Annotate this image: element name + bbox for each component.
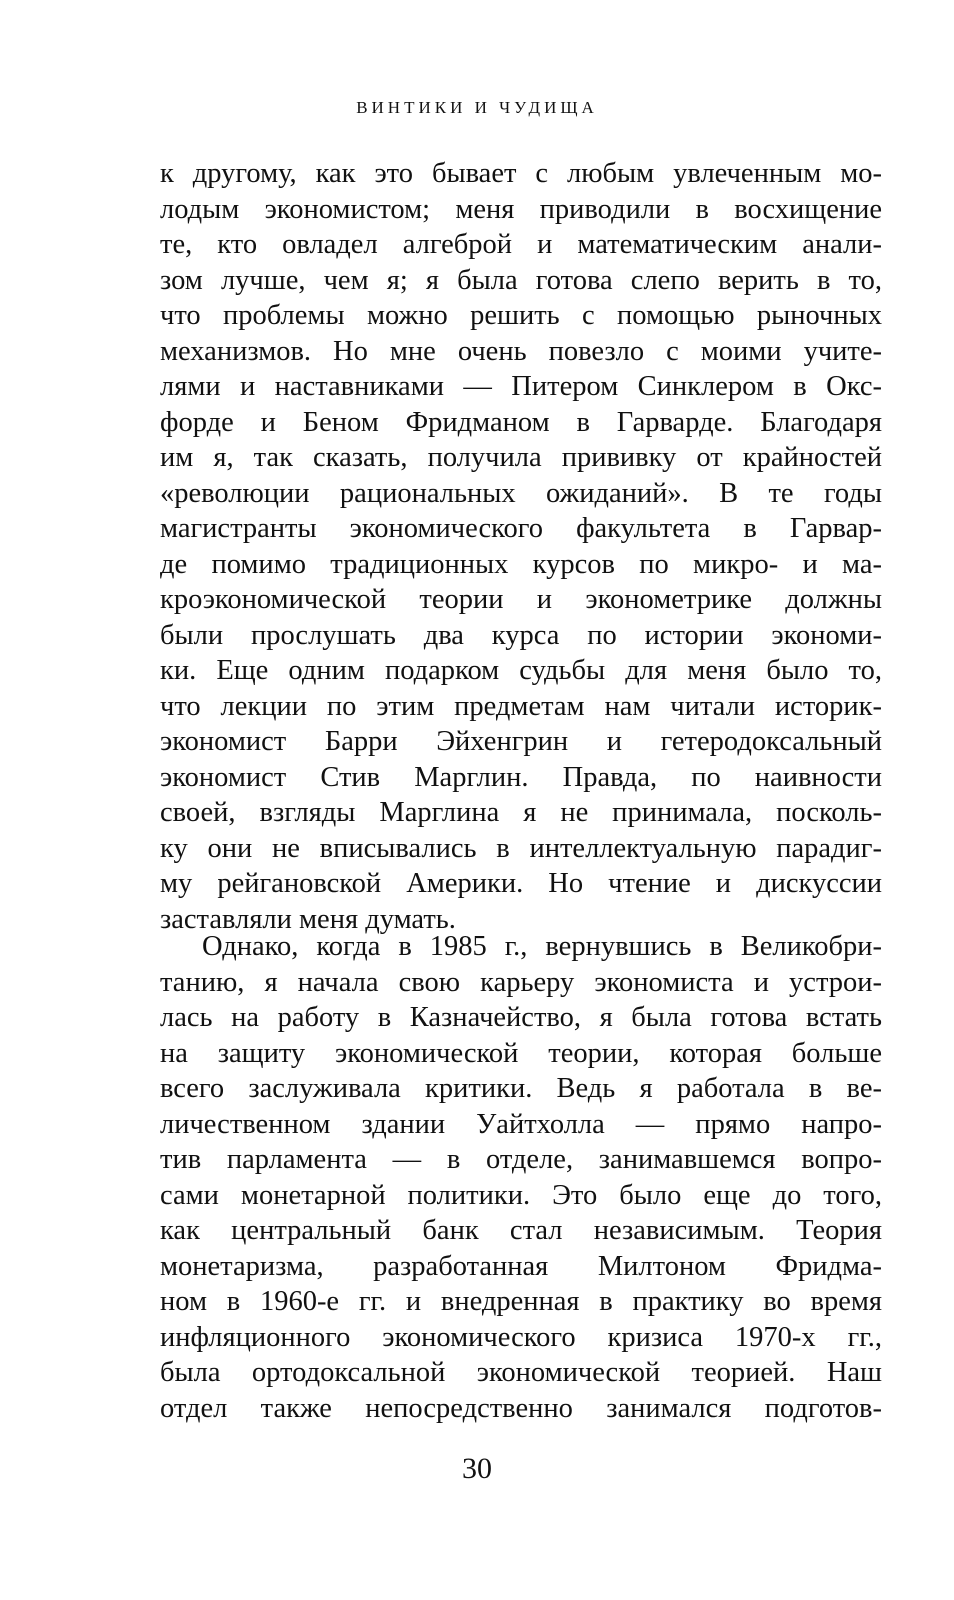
text-line: личественном здании Уайтхолла — прямо напро- — [160, 1108, 882, 1140]
text-line: им я, так сказать, получила прививку от крайностей — [160, 442, 882, 473]
text-line: экономист Барри Эйхенгрин и гетеродоксальный — [160, 726, 882, 757]
text-line: сами монетарной политики. Это было еще до того, — [160, 1179, 882, 1211]
text-line: что лекции по этим предметам нам читали историк- — [160, 690, 882, 722]
text-line: ки. Еще одним подарком судьбы для меня было то, — [160, 655, 882, 686]
text-line: монетаризма, разработанная Милтоном Фридма- — [160, 1250, 882, 1282]
text-line: форде и Беном Фридманом в Гарварде. Благодаря — [160, 406, 882, 438]
text-line: инфляционного экономического кризиса 1970-х гг., — [160, 1321, 882, 1353]
text-line: заставляли меня думать. — [160, 903, 456, 935]
text-line: тив парламента — в отделе, занимавшемся вопро- — [160, 1144, 882, 1175]
text-line: как центральный банк стал независимым. Теория — [160, 1215, 882, 1246]
text-line: те, кто овладел алгеброй и математическим анали- — [160, 229, 882, 260]
text-line: были прослушать два курса по истории экономи- — [160, 619, 882, 651]
text-line: кроэкономической теории и эконометрике должны — [160, 584, 882, 615]
text-line: зом лучше, чем я; я была готова слепо верить в то, — [160, 264, 882, 296]
text-line: танию, я начала свою карьеру экономиста и устрои- — [160, 966, 882, 998]
text-line: магистранты экономического факультета в Гарвар- — [160, 513, 882, 544]
page-number: 30 — [462, 1452, 492, 1485]
text-line: была ортодоксальной экономической теорией. Наш — [160, 1357, 882, 1388]
paragraph-1 — [160, 156, 882, 937]
text-line: к другому, как это бывает с любым увлеченным мо- — [160, 158, 882, 189]
text-line: лодым экономистом; меня приводили в восхищение — [160, 193, 882, 225]
text-line: «революции рациональных ожиданий». В те годы — [160, 477, 882, 509]
text-line: что проблемы можно решить с помощью рыночных — [160, 300, 882, 331]
text-line: лями и наставниками — Питером Синклером в Окс- — [160, 371, 882, 402]
text-line: ку они не вписывались в интеллектуальную парадиг- — [160, 832, 882, 864]
text-line: Однако, когда в 1985 г., вернувшись в Великобри- — [202, 931, 882, 962]
text-line: де помимо традиционных курсов по микро- и ма- — [160, 548, 882, 580]
text-line: механизмов. Но мне очень повезло с моими учите- — [160, 335, 882, 367]
text-line: всего заслуживала критики. Ведь я работала в ве- — [160, 1073, 882, 1104]
text-line: своей, взгляды Марглина я не принимала, посколь- — [160, 797, 882, 828]
text-line: экономист Стив Марглин. Правда, по наивности — [160, 761, 882, 793]
text-line: му рейгановской Америки. Но чтение и дискуссии — [160, 868, 882, 899]
running-header: ВИНТИКИ И ЧУДИЩА — [356, 98, 598, 117]
paragraph-2 — [160, 929, 882, 1426]
text-line: лась на работу в Казначейство, я была готова встать — [160, 1002, 882, 1033]
text-line: на защиту экономической теории, которая больше — [160, 1037, 882, 1069]
text-line: отдел также непосредственно занимался подготов- — [160, 1392, 882, 1424]
text-line: ном в 1960-е гг. и внедренная в практику во время — [160, 1286, 882, 1317]
